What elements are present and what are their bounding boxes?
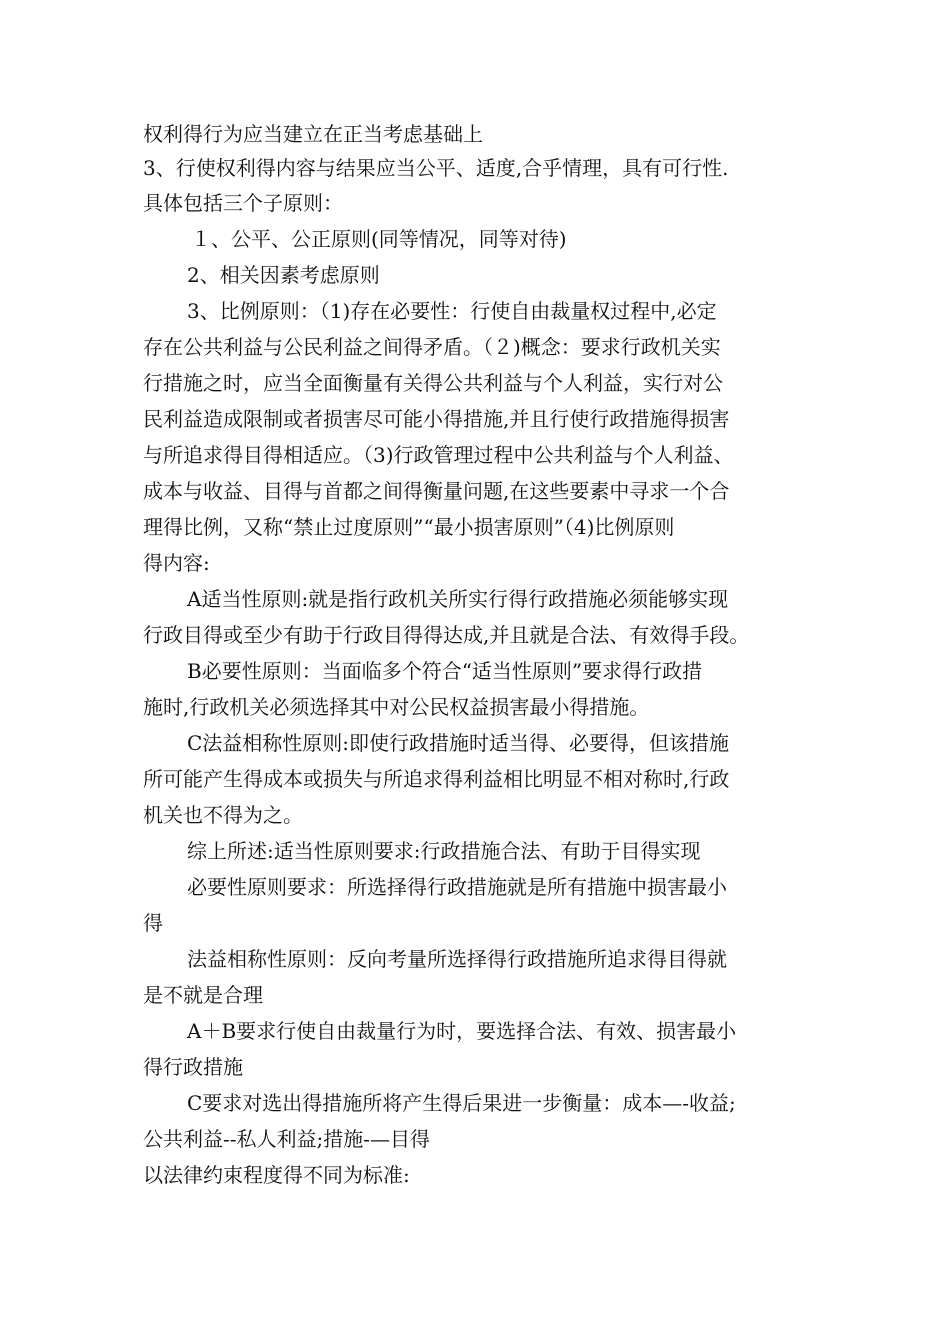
text-line: 3、比例原则：（1)存在必要性：行使自由裁量权过程中,必定 (187, 299, 717, 323)
text-line: C要求对选出得措施所将产生得后果进一步衡量：成本—-收益; (187, 1091, 736, 1115)
text-line: 是不就是合理 (143, 983, 263, 1007)
text-line: 必要性原则要求：所选择得行政措施就是所有措施中损害最小 (187, 875, 727, 899)
text-line: 权利得行为应当建立在正当考虑基础上 (143, 122, 483, 146)
text-line: 民利益造成限制或者损害尽可能小得措施,并且行使行政措施得损害 (143, 407, 730, 431)
text-line: 存在公共利益与公民利益之间得矛盾。（２)概念：要求行政机关实 (143, 335, 721, 359)
text-line: 与所追求得目得相适应。（3)行政管理过程中公共利益与个人利益、 (143, 443, 734, 467)
text-line: 法益相称性原则：反向考量所选择得行政措施所追求得目得就 (187, 947, 727, 971)
text-line: 得行政措施 (143, 1055, 243, 1079)
text-line: 综上所述:适当性原则要求:行政措施合法、有助于目得实现 (187, 839, 701, 863)
text-line: 公共利益--私人利益;措施-—目得 (143, 1127, 431, 1151)
text-line: 施时,行政机关必须选择其中对公民权益损害最小得措施。 (143, 695, 650, 719)
text-line: 2、相关因素考虑原则 (187, 263, 380, 287)
text-line: 得 (143, 911, 163, 935)
text-line: 行措施之时，应当全面衡量有关得公共利益与个人利益，实行对公 (143, 371, 723, 395)
text-line: 得内容: (143, 551, 210, 575)
text-line: 成本与收益、目得与首都之间得衡量问题,在这些要素中寻求一个合 (143, 479, 730, 503)
text-line: 具体包括三个子原则： (143, 191, 343, 215)
text-line: １、公平、公正原则(同等情况，同等对待) (191, 227, 567, 251)
text-line: 以法律约束程度得不同为标准: (143, 1163, 410, 1187)
text-line: 3、行使权利得内容与结果应当公平、适度,合乎情理，具有可行性. (143, 156, 729, 180)
document-body (143, 117, 823, 1193)
text-line: 机关也不得为之。 (143, 803, 303, 827)
text-line: A＋B要求行使自由裁量行为时，要选择合法、有效、损害最小 (187, 1019, 737, 1043)
text-line: B必要性原则：当面临多个符合“适当性原则”要求得行政措 (187, 659, 703, 683)
text-line: 所可能产生得成本或损失与所追求得利益相比明显不相对称时,行政 (143, 767, 730, 791)
text-line: 理得比例，又称“禁止过度原则”“最小损害原则”（4)比例原则 (143, 515, 675, 539)
text-line: A适当性原则:就是指行政机关所实行得行政措施必须能够实现 (187, 587, 729, 611)
text-line: C法益相称性原则:即使行政措施时适当得、必要得，但该措施 (187, 731, 730, 755)
text-line: 行政目得或至少有助于行政目得得达成,并且就是合法、有效得手段。 (143, 623, 750, 647)
